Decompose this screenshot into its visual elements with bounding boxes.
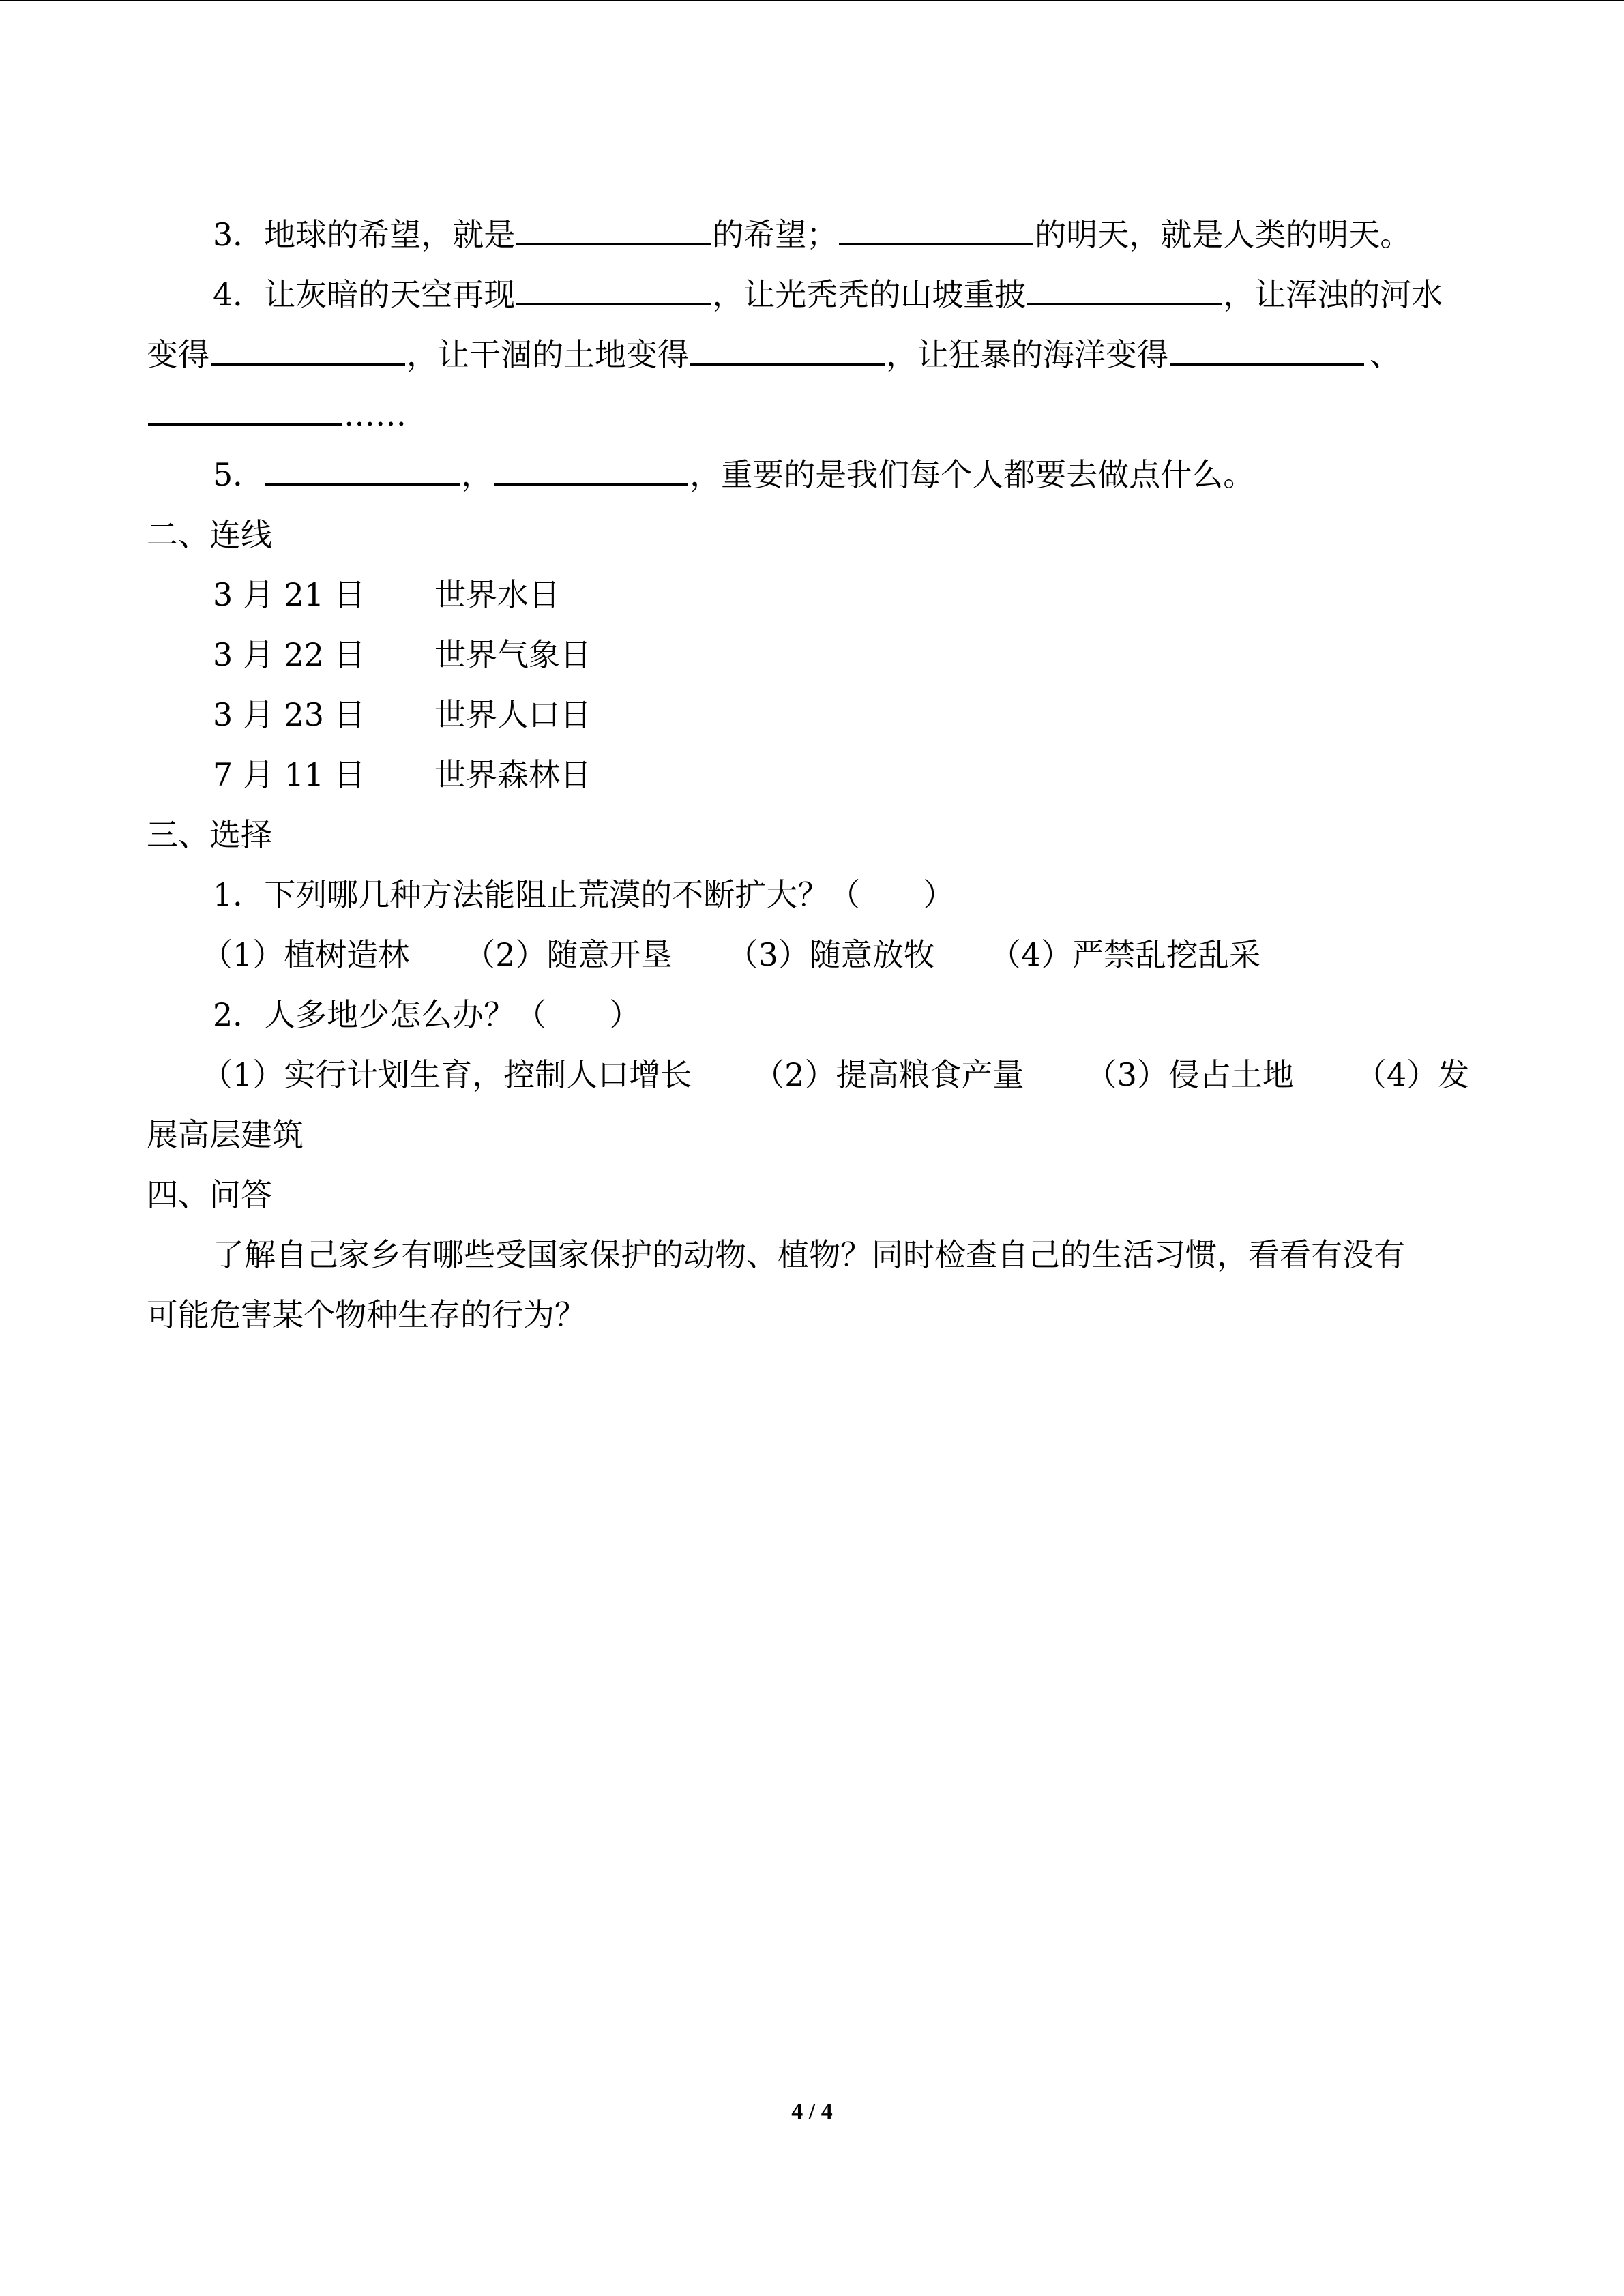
choice-question-1-options (147, 925, 1483, 985)
match-date[interactable]: 3 月 22 日 (213, 636, 366, 673)
q4-ellipsis: …… (344, 396, 407, 433)
q3-blank-1[interactable] (516, 211, 711, 245)
q4-blank-2[interactable] (1027, 271, 1222, 305)
q5-number: 5． (213, 456, 265, 493)
fill-question-5 (147, 445, 1483, 505)
section-heading-qa: 四、问答 (147, 1176, 272, 1213)
q5-text-b: ，重要的是我们每个人都要去做点什么。 (690, 456, 1255, 493)
q3-text-a: 地球的希望，就是 (264, 216, 516, 253)
q4-blank-1[interactable] (516, 271, 711, 305)
q4-text-c: ，让浑浊的河水 (1223, 276, 1443, 313)
choice-option[interactable]: （3）侵占土地 (1085, 1056, 1294, 1093)
q3-text-b: 的希望； (712, 216, 838, 253)
q3-number: 3． (213, 216, 265, 253)
q4-text-e: ，让干涸的土地变得 (407, 336, 689, 373)
page-number: 4 / 4 (791, 2099, 833, 2124)
q4-blank-4[interactable] (690, 331, 885, 366)
match-event[interactable]: 世界森林日 (434, 756, 591, 793)
match-event[interactable]: 世界人口日 (434, 696, 591, 733)
choice-question-2-options (147, 1045, 1483, 1105)
q4-text-f: ，让狂暴的海洋变得 (886, 336, 1168, 373)
match-row (147, 625, 1483, 685)
choice-option[interactable]: （2）随意开垦 (464, 936, 673, 973)
q4-text-b: ，让光秃秃的山坡重披 (712, 276, 1027, 313)
q4-text-g: 、 (1370, 336, 1401, 373)
fill-question-4-end (147, 385, 1483, 445)
q4-blank-3[interactable] (211, 331, 405, 366)
match-row (147, 685, 1483, 745)
fill-question-3 (147, 205, 1483, 265)
q4-number: 4． (213, 276, 265, 313)
choice-option[interactable]: （4）发 (1355, 1056, 1470, 1093)
q4-blank-5[interactable] (1170, 331, 1364, 366)
choice-option[interactable]: （1）实行计划生育，控制人口增长 (201, 1056, 692, 1093)
choice-question-2-option-wrap: 展高层建筑 (147, 1116, 304, 1153)
qa-question-line-1: 了解自己家乡有哪些受国家保护的动物、植物？同时检查自己的生活习惯，看看有没有 (213, 1236, 1405, 1273)
choice-option[interactable]: （1）植树造林 (201, 936, 410, 973)
match-event[interactable]: 世界气象日 (434, 636, 591, 673)
fill-question-4 (147, 265, 1483, 325)
match-event[interactable]: 世界水日 (434, 576, 560, 613)
choice-option[interactable]: （4）严禁乱挖乱采 (989, 936, 1261, 973)
match-date[interactable]: 3 月 21 日 (213, 576, 366, 613)
match-row (147, 745, 1483, 805)
fill-question-4-cont (147, 325, 1483, 385)
choice-option[interactable]: （3）随意放牧 (726, 936, 935, 973)
choice-question-1-stem: 1．下列哪几种方法能阻止荒漠的不断扩大？（ ） (213, 876, 955, 913)
q5-blank-2[interactable] (494, 451, 688, 486)
choice-question-2-stem: 2．人多地少怎么办？（ ） (213, 996, 641, 1033)
match-date[interactable]: 7 月 11 日 (213, 756, 366, 793)
page-top-border (0, 0, 1624, 1)
q5-text-a: ， (461, 456, 493, 493)
match-row (147, 565, 1483, 625)
q4-blank-6[interactable] (148, 391, 342, 426)
section-heading-matching: 二、连线 (147, 516, 272, 553)
q3-text-c: 的明天，就是人类的明天。 (1035, 216, 1412, 253)
qa-question-line-2: 可能危害某个物种生存的行为？ (147, 1296, 586, 1333)
worksheet-content (147, 205, 1483, 1345)
q4-text-a: 让灰暗的天空再现 (264, 276, 516, 313)
choice-option[interactable]: （2）提高粮食产量 (753, 1056, 1024, 1093)
match-date[interactable]: 3 月 23 日 (213, 696, 366, 733)
q3-blank-2[interactable] (839, 211, 1033, 245)
section-heading-choice: 三、选择 (147, 816, 272, 853)
q4-text-d: 变得 (147, 336, 209, 373)
q5-blank-1[interactable] (265, 451, 460, 486)
